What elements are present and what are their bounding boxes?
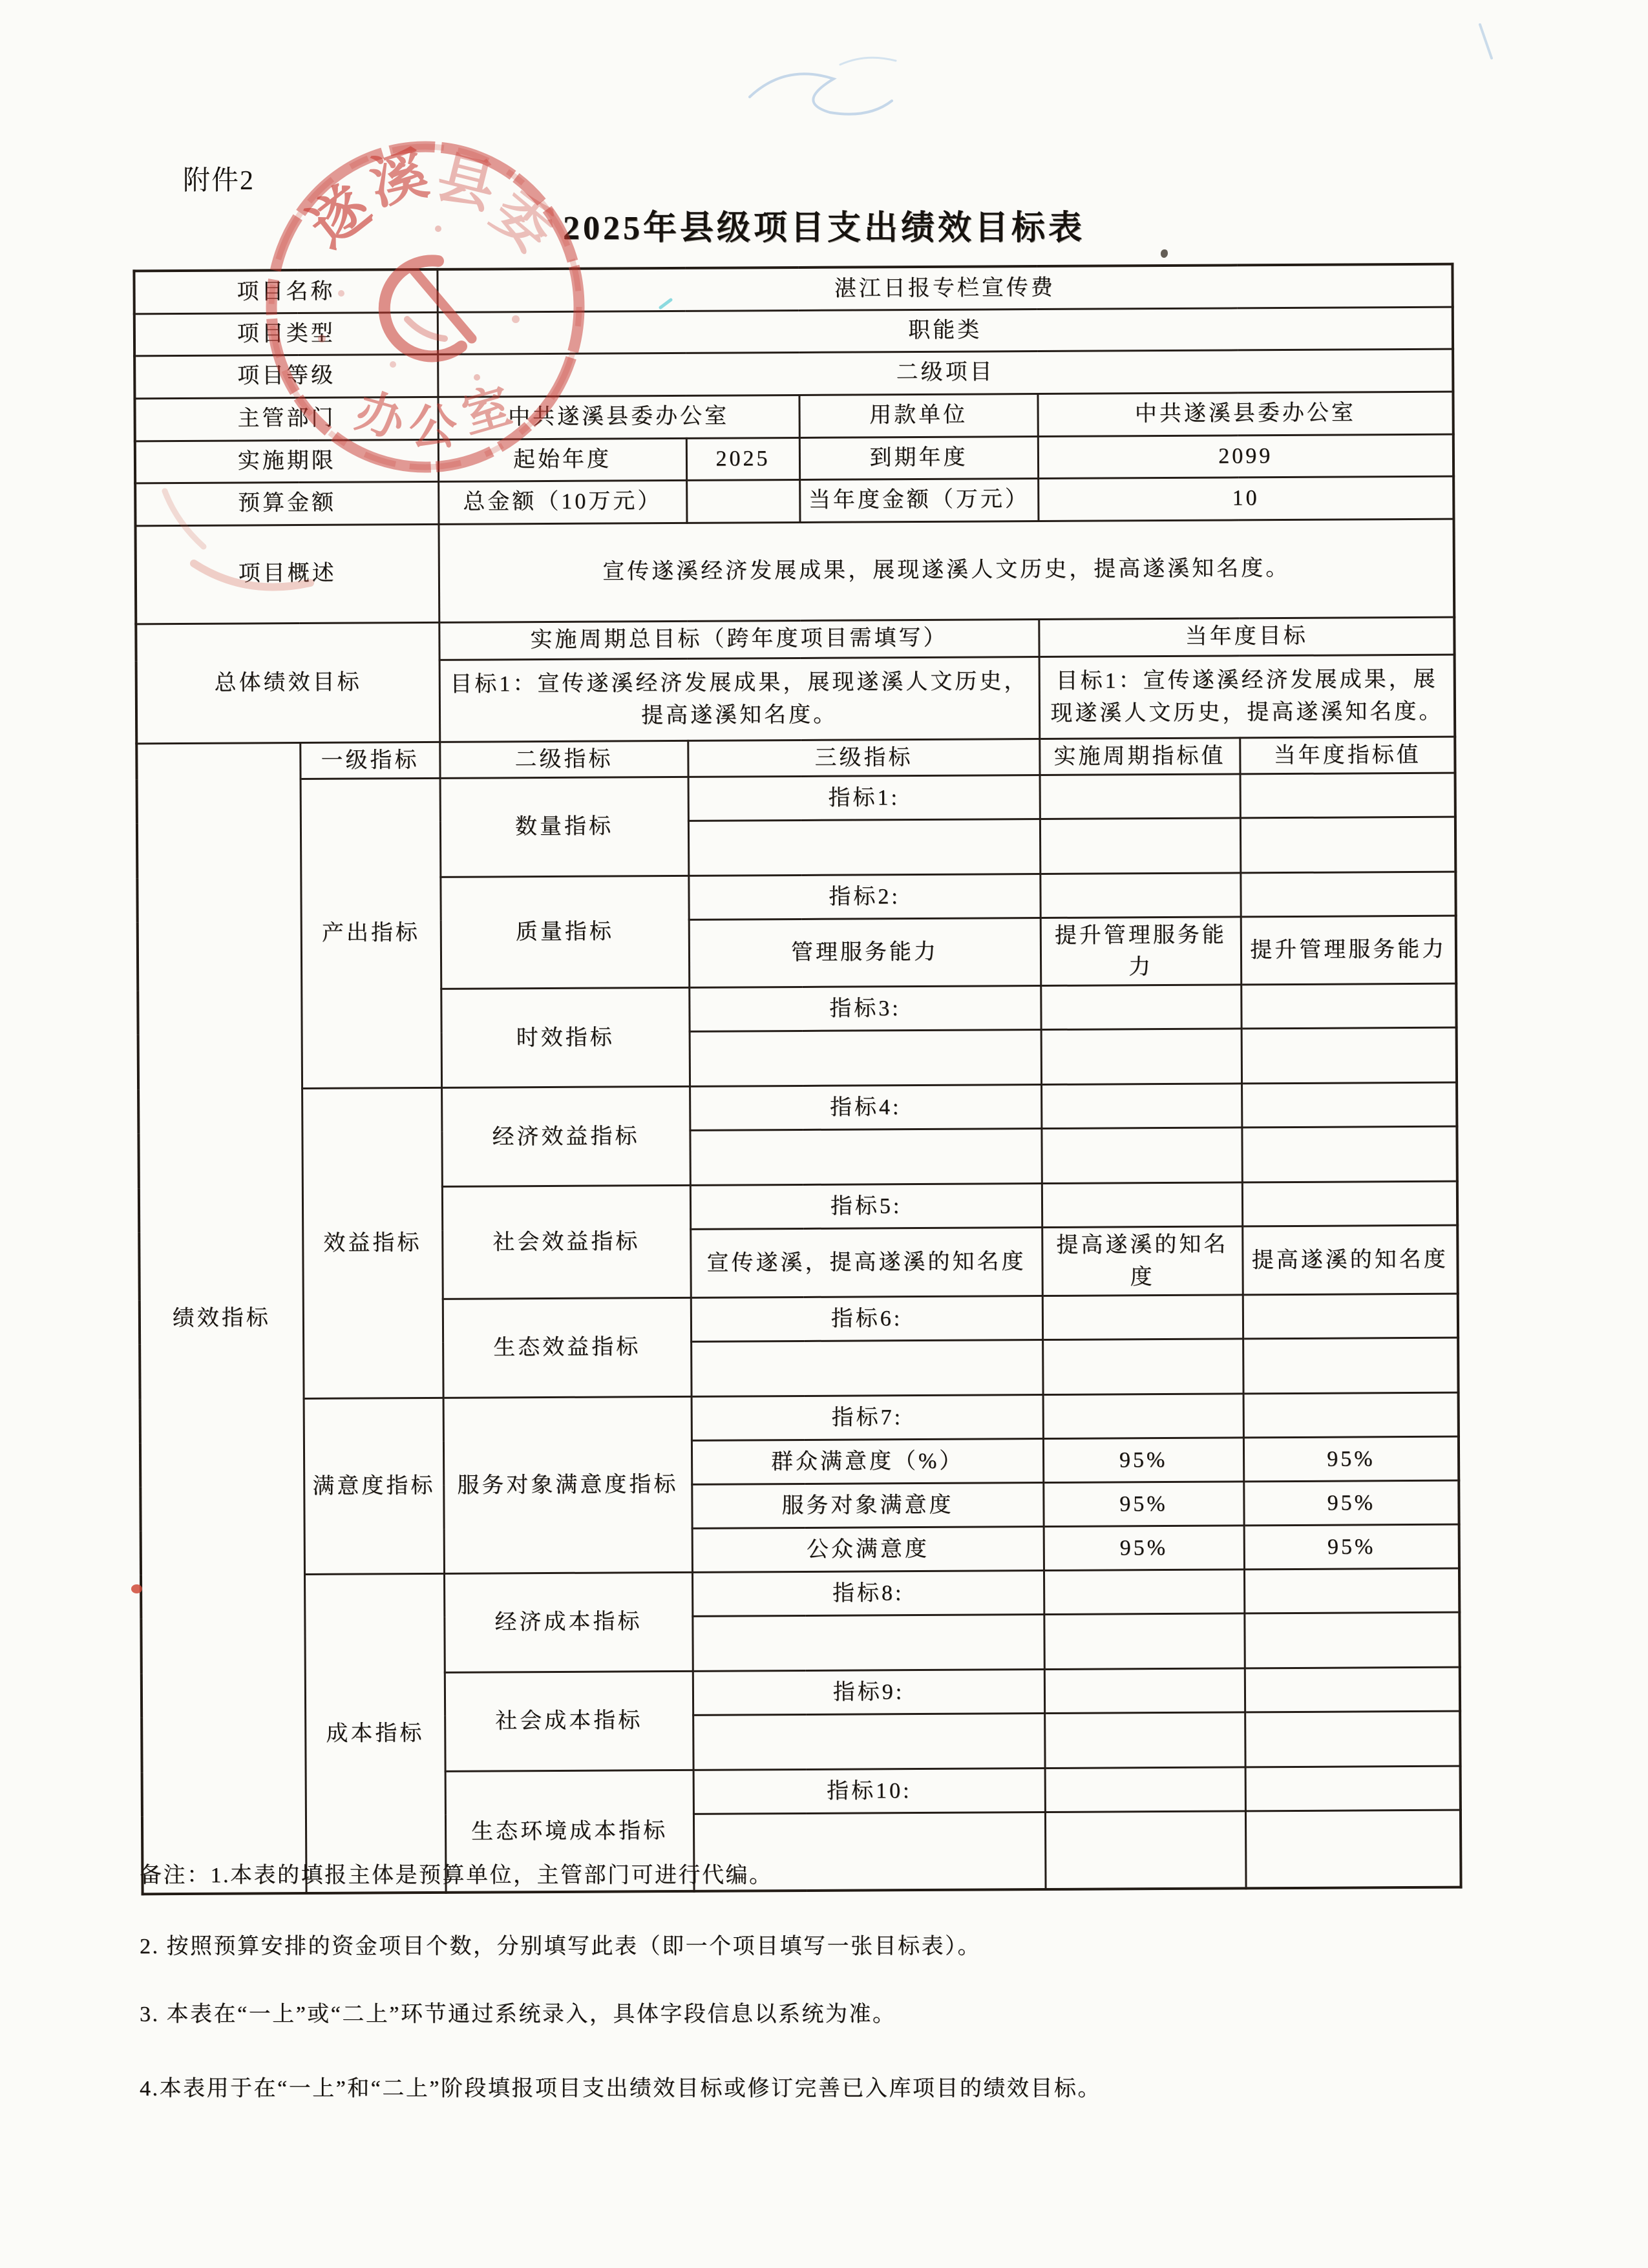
blue-tick: [1480, 25, 1492, 58]
footnote-3: 3. 本表在“一上”或“二上”环节通过系统录入，具体字段信息以系统为准。: [140, 2002, 896, 2026]
indicator-placeholder: 指标7:: [692, 1395, 1043, 1441]
department-label: 主管部门: [134, 397, 438, 441]
indicator-placeholder: 指标2:: [688, 874, 1040, 919]
page-title: 2025年县级项目支出绩效目标表: [562, 210, 1085, 247]
budget-total-label: 总金额（10万元）: [438, 480, 686, 524]
cyan-speck: [660, 300, 671, 308]
indicator-placeholder: 指标8:: [692, 1571, 1044, 1617]
budget-label: 预算金额: [135, 481, 438, 525]
indicator-name: 群众满意度（%）: [692, 1439, 1043, 1485]
seal-char: 公: [409, 401, 457, 454]
period-label: 实施期限: [135, 439, 438, 483]
level2-service: 服务对象满意度指标: [443, 1396, 692, 1573]
overview-value: 宣传遂溪经济发展成果，展现遂溪人文历史，提高遂溪知名度。: [438, 519, 1454, 622]
start-year-label: 起始年度: [438, 438, 686, 481]
level2-economic: 经济效益指标: [441, 1087, 690, 1187]
seal-char: 办: [350, 384, 411, 449]
seal-char: 遂: [298, 175, 382, 260]
fund-unit-label: 用款单位: [799, 394, 1037, 437]
seal-emblem: [385, 260, 472, 356]
start-year-value: 2025: [686, 437, 799, 480]
project-type-label: 项目类型: [134, 312, 438, 355]
department-value: 中共遂溪县委办公室: [438, 395, 799, 439]
attachment-label: 附件2: [183, 166, 255, 196]
indicator-section-label: 绩效指标: [136, 742, 306, 1895]
level1-cost: 成本指标: [304, 1573, 446, 1893]
end-year-value: 2099: [1038, 434, 1453, 478]
project-name-value: 湛江日报专栏宣传费: [437, 264, 1452, 312]
level2-eco-cost: 生态环境成本指标: [445, 1770, 694, 1893]
project-name-label: 项目名称: [134, 269, 437, 313]
indicator-year-value: 95%: [1244, 1524, 1459, 1570]
indicator-placeholder: 指标5:: [690, 1184, 1042, 1230]
header-year-value: 当年度指标值: [1240, 737, 1455, 774]
indicator-placeholder: 指标4:: [690, 1085, 1041, 1131]
project-type-value: 职能类: [438, 307, 1453, 354]
level2-ecological: 生态效益指标: [443, 1297, 692, 1398]
seal-smudge-arc: [165, 491, 204, 547]
overall-year-goal-header: 当年度目标: [1039, 617, 1454, 656]
blue-scribble: [840, 58, 896, 65]
project-grade-label: 项目等级: [134, 354, 438, 398]
level2-quality: 质量指标: [440, 876, 689, 989]
seal-bottom-text: [350, 379, 518, 454]
seal-char: 溪: [364, 143, 434, 217]
header-level1: 一级指标: [300, 742, 439, 779]
overview-label: 项目概述: [135, 524, 439, 624]
indicator-year-value: 提高遂溪的知名度: [1242, 1226, 1458, 1295]
indicator-year-value: 提升管理服务能力: [1241, 916, 1457, 985]
header-level2: 二级指标: [439, 740, 688, 778]
seal-char: 委: [480, 180, 565, 265]
seal-arc-text: [299, 143, 564, 265]
footnote-4: 4.本表用于在“一上”和“二上”阶段填报项目支出绩效目标或修订完善已入库项目的绩效目标。: [140, 2077, 1101, 2101]
indicator-placeholder: 指标3:: [689, 986, 1041, 1032]
seal-char: 县: [430, 146, 502, 222]
project-grade-value: 二级项目: [438, 349, 1453, 397]
footnote-2: 2. 按照预算安排的资金项目个数，分别填写此表（即一个项目填写一张目标表）。: [140, 1935, 981, 1958]
level2-timeliness: 时效指标: [441, 988, 690, 1088]
level2-social: 社会效益指标: [442, 1186, 691, 1299]
fund-unit-value: 中共遂溪县委办公室: [1037, 392, 1453, 436]
indicator-placeholder: 指标10:: [693, 1768, 1045, 1814]
overall-period-goal-text: 目标1：宣传遂溪经济发展成果，展现遂溪人文历史，提高遂溪知名度。: [439, 656, 1040, 742]
blue-scribble: [750, 74, 892, 114]
level1-output: 产出指标: [301, 778, 442, 1089]
level2-econ-cost: 经济成本指标: [444, 1572, 693, 1672]
header-period-value: 实施周期指标值: [1039, 737, 1240, 775]
indicator-period-value: 95%: [1043, 1482, 1243, 1527]
budget-year-label: 当年度金额（万元）: [799, 478, 1038, 522]
header-level3: 三级指标: [688, 739, 1039, 777]
indicator-name: 公众满意度: [692, 1527, 1044, 1573]
indicator-name: 服务对象满意度: [692, 1483, 1043, 1529]
overall-goal-label: 总体绩效目标: [136, 622, 439, 743]
official-seal: [244, 125, 606, 487]
level1-satisfaction: 满意度指标: [304, 1398, 444, 1574]
seal-char: 室: [456, 379, 518, 444]
indicator-period-value: 95%: [1044, 1526, 1244, 1571]
level2-social-cost: 社会成本指标: [445, 1671, 693, 1771]
footnote-1: 备注：1.本表的填报主体是预算单位，主管部门可进行代编。: [140, 1864, 773, 1887]
indicator-placeholder: 指标1:: [688, 775, 1040, 821]
level2-quantity: 数量指标: [440, 777, 689, 877]
end-year-label: 到期年度: [799, 436, 1038, 479]
indicator-placeholder: 指标6:: [691, 1296, 1042, 1342]
indicator-year-value: 95%: [1243, 1436, 1459, 1482]
indicator-period-value: 提升管理服务能力: [1041, 917, 1241, 986]
budget-year-value: 10: [1038, 476, 1453, 521]
indicator-name: 宣传遂溪，提高遂溪的知名度: [690, 1228, 1042, 1297]
indicator-year-value: 95%: [1243, 1480, 1459, 1526]
indicator-period-value: 95%: [1043, 1438, 1243, 1483]
level1-benefit: 效益指标: [302, 1088, 443, 1399]
indicator-placeholder: 指标9:: [693, 1669, 1044, 1715]
overall-period-goal-header: 实施周期总目标（跨年度项目需填写）: [439, 619, 1039, 660]
indicator-period-value: 提高遂溪的知名度: [1042, 1226, 1243, 1296]
indicator-name: 管理服务能力: [689, 918, 1041, 987]
overall-year-goal-text: 目标1：宣传遂溪经济发展成果，展现遂溪人文历史，提高遂溪知名度。: [1039, 655, 1455, 739]
seal-smudge-arc: [194, 563, 310, 587]
